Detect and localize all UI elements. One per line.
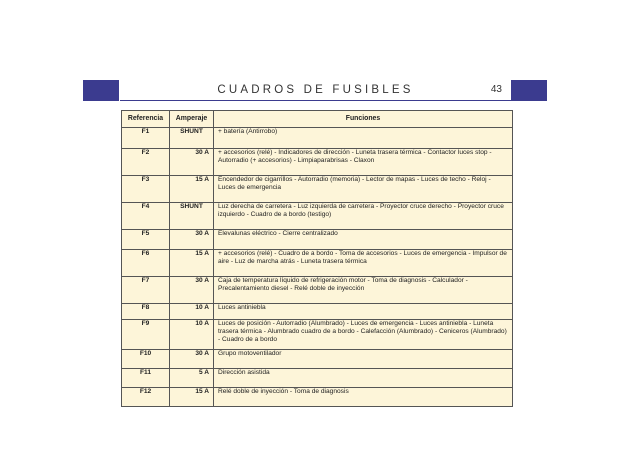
fuse-functions: + accesorios (relé) - Cuadro de a bordo - Toma de accesorios - Luces de emergencia - Impulsor de aire - Luz de marcha atrás - Luneta trasera térmica bbox=[214, 250, 513, 277]
fuse-reference: F10 bbox=[122, 350, 170, 369]
page-header bbox=[120, 80, 511, 101]
fuse-amperage: 30 A bbox=[170, 277, 214, 304]
fuse-reference: F9 bbox=[122, 320, 170, 350]
fuse-reference: F7 bbox=[122, 277, 170, 304]
table-row bbox=[122, 304, 513, 320]
fuse-functions: Encendedor de cigarrillos - Autorradio (memoria) - Lector de mapas - Luces de techo - Reloj - Luces de emergencia bbox=[214, 176, 513, 203]
fuse-functions: Luces de posición - Autorradio (Alumbrado) - Luces de emergencia - Luces antiniebla - Luneta trasera térmica - Alumbrado cuadro de a bordo - Calefacción (Alumbrado) - Ceniceros (Alumbrado) - Cuadro de a bordo bbox=[214, 320, 513, 350]
table-row bbox=[122, 350, 513, 369]
fuse-functions: + batería (Antirrobo) bbox=[214, 128, 513, 149]
page-title: CUADROS DE FUSIBLES bbox=[217, 84, 414, 96]
fuse-amperage: 30 A bbox=[170, 149, 214, 176]
fuse-amperage: 5 A bbox=[170, 369, 214, 388]
column-header-amperage: Amperaje bbox=[170, 111, 214, 128]
table-row bbox=[122, 128, 513, 149]
table-row bbox=[122, 320, 513, 350]
header-rule bbox=[120, 100, 511, 101]
table-row bbox=[122, 369, 513, 388]
fuse-functions: Grupo motoventilador bbox=[214, 350, 513, 369]
fuse-amperage: 10 A bbox=[170, 320, 214, 350]
fuse-amperage: 15 A bbox=[170, 250, 214, 277]
fuse-amperage: 30 A bbox=[170, 350, 214, 369]
fuse-amperage: 15 A bbox=[170, 176, 214, 203]
table-header-row bbox=[122, 111, 513, 128]
fuse-table bbox=[121, 110, 513, 407]
fuse-reference: F8 bbox=[122, 304, 170, 320]
table-row bbox=[122, 388, 513, 407]
fuse-reference: F4 bbox=[122, 203, 170, 230]
table-row bbox=[122, 230, 513, 250]
fuse-reference: F2 bbox=[122, 149, 170, 176]
fuse-functions: Luces antiniebla bbox=[214, 304, 513, 320]
fuse-reference: F12 bbox=[122, 388, 170, 407]
fuse-reference: F1 bbox=[122, 128, 170, 149]
right-accent-box bbox=[511, 80, 547, 101]
fuse-functions: Dirección asistida bbox=[214, 369, 513, 388]
page-number: 43 bbox=[490, 84, 502, 95]
fuse-amperage: SHUNT bbox=[170, 128, 214, 149]
fuse-amperage: 15 A bbox=[170, 388, 214, 407]
column-header-reference: Referencia bbox=[122, 111, 170, 128]
fuse-functions: Luz derecha de carretera - Luz izquierda de carretera - Proyector cruce derecho - Proyector cruce izquierdo - Cuadro de a bordo (testigo) bbox=[214, 203, 513, 230]
table-row bbox=[122, 149, 513, 176]
fuse-functions: Caja de temperatura líquido de refrigeración motor - Toma de diagnosis - Calculador - Precalentamiento diesel - Relé doble de inyección bbox=[214, 277, 513, 304]
fuse-functions: Relé doble de inyección - Toma de diagnosis bbox=[214, 388, 513, 407]
fuse-amperage: 10 A bbox=[170, 304, 214, 320]
table-row bbox=[122, 176, 513, 203]
fuse-functions: + accesorios (relé) - Indicadores de dirección - Luneta trasera térmica - Contactor luces stop - Autorradio (+ accesorios) - Limpiaparabrisas - Claxon bbox=[214, 149, 513, 176]
fuse-amperage: 30 A bbox=[170, 230, 214, 250]
fuse-reference: F3 bbox=[122, 176, 170, 203]
fuse-reference: F11 bbox=[122, 369, 170, 388]
column-header-functions: Funciones bbox=[214, 111, 513, 128]
table-row bbox=[122, 277, 513, 304]
table-row bbox=[122, 250, 513, 277]
fuse-functions: Elevalunas eléctrico - Cierre centralizado bbox=[214, 230, 513, 250]
left-accent-box bbox=[83, 80, 119, 101]
fuse-amperage: SHUNT bbox=[170, 203, 214, 230]
table-row bbox=[122, 203, 513, 230]
fuse-reference: F6 bbox=[122, 250, 170, 277]
fuse-reference: F5 bbox=[122, 230, 170, 250]
